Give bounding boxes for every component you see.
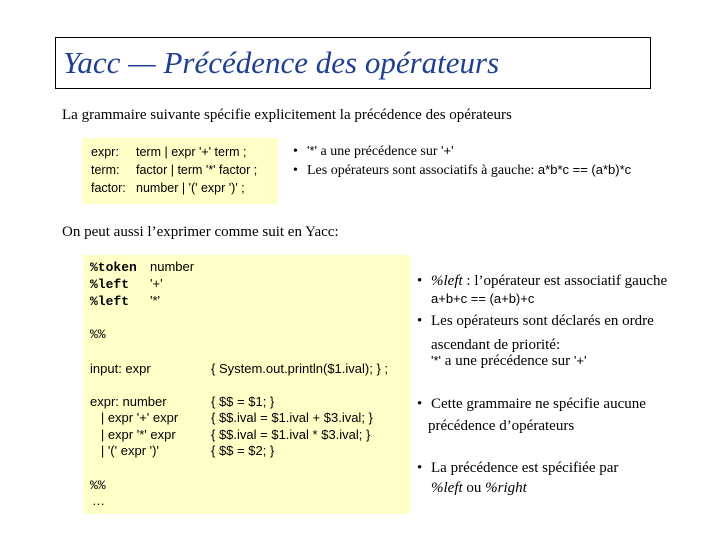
bullet-text: a une précédence sur <box>317 144 442 159</box>
bullet-dot: • <box>417 396 423 412</box>
code-star: '*' <box>307 143 318 158</box>
yacc-code-box <box>83 255 410 514</box>
action-times: { $$.ival = $1.ival * $3.ival; } <box>211 427 371 442</box>
bullet-dot: • <box>293 144 298 159</box>
rule-paren: | '(' expr ')' <box>90 443 159 458</box>
slide-title: Yacc — Précédence des opérateurs <box>63 45 500 80</box>
bullet-dot: • <box>293 163 298 178</box>
bullet-text: La précédence est spécifiée par <box>431 460 619 476</box>
bullet-dot: • <box>417 313 423 329</box>
title-box <box>55 37 651 89</box>
section-separator: %% <box>90 478 106 493</box>
grammar-rhs: factor | term '*' factor ; <box>136 163 258 177</box>
directive-left: %left <box>90 277 130 292</box>
right-bullet-no-precedence <box>417 396 646 413</box>
code-plus: '+' <box>573 353 587 368</box>
directive-left: %left <box>90 294 130 309</box>
grammar-rule-factor <box>91 181 245 198</box>
decl-left-star-value: '*' <box>150 293 161 308</box>
code-example: a*b*c == (a*b)*c <box>537 162 632 177</box>
action-input: { System.out.println($1.ival); } ; <box>211 361 389 376</box>
directive-italic: %right <box>485 480 527 496</box>
grammar-lhs: expr: <box>91 145 119 159</box>
action-paren: { $$ = $2; } <box>211 443 275 458</box>
grammar-box <box>82 138 278 204</box>
bullet-text: Les opérateurs sont déclarés en ordre <box>431 313 654 329</box>
bullet-text: a une précédence sur <box>441 353 574 369</box>
directive-italic: %left <box>431 480 463 496</box>
section-separator: %% <box>90 327 106 342</box>
decl-left-plus-value: '+' <box>150 276 163 291</box>
grammar-lhs: factor: <box>91 181 126 195</box>
code-example: a+b+c == (a+b)+c <box>431 291 535 306</box>
grammar-rhs: number | '(' expr ')' ; <box>136 181 245 195</box>
bullet-associativity <box>293 162 631 181</box>
right-bullet-no-precedence-line2: précédence d’opérateurs <box>428 418 575 434</box>
ellipsis: … <box>92 493 105 508</box>
decl-left-star <box>90 293 129 309</box>
code-star: '*' <box>431 353 442 368</box>
directive-italic: %left <box>431 273 463 289</box>
top-bullets <box>293 143 631 181</box>
action-expr: { $$ = $1; } <box>211 394 275 409</box>
bullet-text: Les opérateurs sont associatifs à gauche: <box>307 163 538 178</box>
right-bullet-left-assoc-example <box>431 291 534 308</box>
decl-token-value: number <box>150 259 195 274</box>
bullet-text: Cette grammaire ne spécifie aucune <box>431 396 646 412</box>
grammar-rule-term <box>91 163 257 180</box>
rule-expr: expr: number <box>90 394 167 409</box>
rule-times: | expr '*' expr <box>90 427 176 442</box>
bullet-dot: • <box>417 273 423 289</box>
bullet-precedence <box>293 143 631 162</box>
right-bullet-order <box>417 313 654 330</box>
bullet-text: ou <box>462 480 486 496</box>
bullet-dot: • <box>417 460 423 476</box>
directive-token: %token <box>90 260 137 275</box>
rule-plus: | expr '+' expr <box>90 410 179 425</box>
intro-yacc-text: On peut aussi l’exprimer comme suit en Yacc: <box>62 224 339 240</box>
intro-text: La grammaire suivante spécifie explicitement la précédence des opérateurs <box>62 107 512 123</box>
code-plus: '+' <box>441 143 454 158</box>
rule-input: input: expr <box>90 361 151 376</box>
right-bullet-left-assoc <box>417 273 667 290</box>
bullet-text: : l’opérateur est associatif gauche <box>462 273 668 289</box>
right-bullet-specified <box>417 460 618 477</box>
right-bullet-order-line2: ascendant de priorité: <box>431 337 561 353</box>
decl-token <box>90 259 137 275</box>
action-plus: { $$.ival = $1.ival + $3.ival; } <box>211 410 373 425</box>
right-bullet-order-line3 <box>431 353 586 370</box>
grammar-rule-expr <box>91 145 246 162</box>
right-bullet-specified-line2 <box>431 480 527 497</box>
decl-left-plus <box>90 276 129 292</box>
grammar-lhs: term: <box>91 163 120 177</box>
grammar-rhs: term | expr '+' term ; <box>136 145 247 159</box>
